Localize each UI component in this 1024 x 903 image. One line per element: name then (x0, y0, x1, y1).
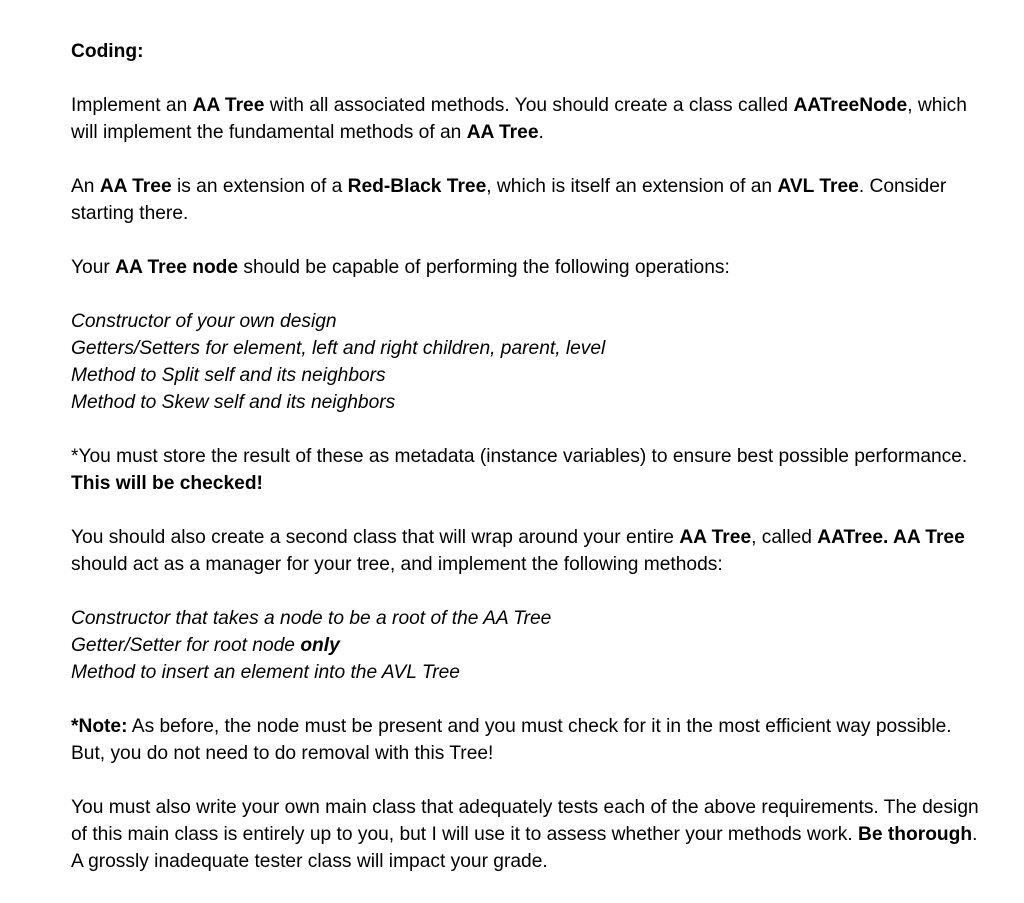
bold-text: AATreeNode (793, 95, 908, 116)
text: Implement an (71, 95, 193, 116)
text: Your (71, 257, 116, 278)
text: with all associated methods. You should create a class called (264, 95, 794, 116)
note-paragraph (71, 713, 984, 767)
text: An (71, 176, 100, 197)
text: , which is itself an extension of an (486, 176, 778, 197)
bold-text: AVL Tree (777, 176, 859, 197)
bold-text: Be thorough (858, 824, 973, 845)
bold-text: AA Tree (679, 527, 752, 548)
bold-text: AA Tree node (115, 257, 239, 278)
bold-text: AA Tree (99, 176, 172, 197)
list-item: Getters/Setters for element, left and right children, parent, level (71, 338, 606, 359)
tree-ops-list (71, 605, 984, 686)
text: should be capable of performing the following operations: (238, 257, 730, 278)
text: , called (751, 527, 818, 548)
text: As before, the node must be present and you must check for it in the most efficient way possible. But, you do not need to do removal with this Tree! (71, 716, 952, 764)
text: , which will implement the fundamental methods of an (71, 95, 967, 143)
bold-text: Red-Black Tree (347, 176, 487, 197)
intro-paragraph (71, 92, 984, 146)
text: . (538, 122, 544, 143)
list-item: Constructor of your own design (71, 311, 337, 332)
text: You must also write your own main class that adequately tests each of the above requirements. The design of this main class is entirely up to you, but I will use it to assess whether your methods work. (71, 797, 979, 845)
tester-paragraph (71, 794, 984, 875)
list-item: Method to Skew self and its neighbors (71, 392, 396, 413)
bold-text: *Note: (71, 716, 128, 737)
text: is an extension of a (171, 176, 348, 197)
node-ops-intro (71, 254, 984, 281)
bold-text: AATree. AA Tree (817, 527, 965, 548)
bold-text: only (300, 635, 340, 656)
bold-text: This will be checked! (71, 473, 263, 494)
list-item (71, 632, 984, 659)
list-item: Method to insert an element into the AVL Tree (71, 662, 460, 683)
metadata-paragraph (71, 443, 984, 497)
list-item: Method to Split self and its neighbors (71, 365, 386, 386)
text: . Consider starting there. (71, 176, 947, 224)
wrapper-class-paragraph (71, 524, 984, 578)
text: *You must store the result of these as metadata (instance variables) to ensure best possible performance. (71, 446, 968, 467)
section-heading: Coding: (71, 41, 144, 62)
bold-text: AA Tree (466, 122, 539, 143)
extension-paragraph (71, 173, 984, 227)
list-item: Constructor that takes a node to be a root of the AA Tree (71, 608, 552, 629)
node-ops-list (71, 308, 984, 416)
text: You should also create a second class that will wrap around your entire (71, 527, 680, 548)
bold-text: AA Tree (192, 95, 265, 116)
text: Getter/Setter for root node (71, 635, 301, 656)
text: should act as a manager for your tree, and implement the following methods: (71, 554, 723, 575)
text: . A grossly inadequate tester class will impact your grade. (71, 824, 978, 872)
